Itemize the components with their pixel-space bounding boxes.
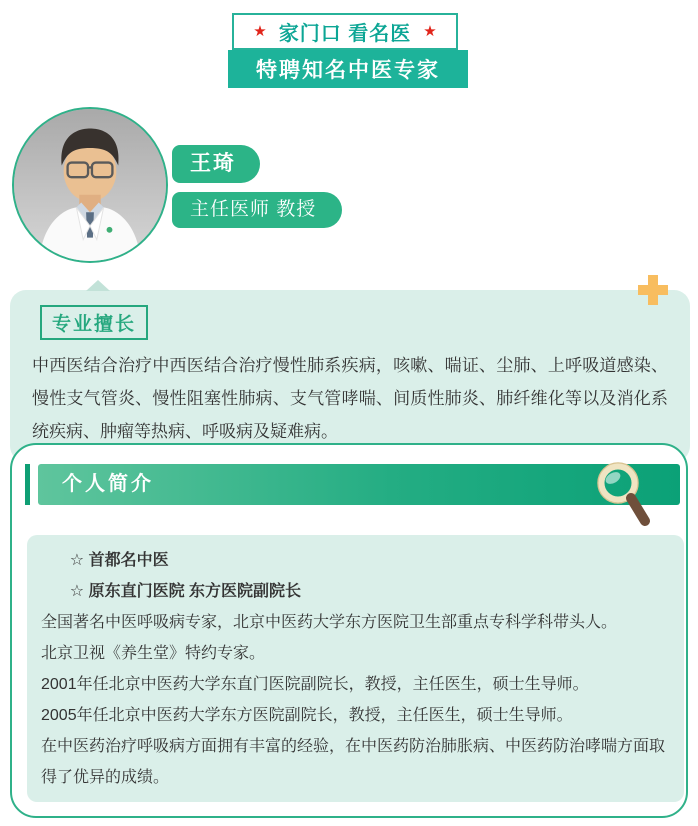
triangle-up-icon [86, 280, 110, 291]
doctor-name: 王琦 [172, 145, 260, 183]
header-ribbon [232, 13, 458, 50]
doctor-title: 主任医师 教授 [172, 192, 342, 228]
profile-card [10, 443, 688, 818]
profile-heading: 个人简介 [62, 473, 154, 495]
bio-paragraph: 在中医药治疗呼吸病方面拥有丰富的经验，在中医药防治肺胀病、中医药防治哮喘方面取得了优异的成绩。 [41, 738, 666, 786]
star-icon-right: ★ [423, 23, 437, 40]
bio-paragraph: 2005年任北京中医药大学东方医院副院长，教授，主任医生，硕士生导师。 [41, 707, 573, 724]
plus-icon [638, 275, 668, 305]
specialty-section [10, 290, 690, 462]
specialty-text: 中西医结合治疗中西医结合治疗慢性肺系疾病，咳嗽、喘证、尘肺、上呼吸道感染、慢性支气管炎、慢性阻塞性肺病、支气管哮喘、间质性肺炎、肺纤维化等以及消化系统疾病、肿瘤等热病、呼吸病及疑难病。 [32, 356, 668, 441]
bio-highlight: ☆ 首都名中医 [69, 552, 169, 569]
profile-heading-bar [38, 464, 680, 505]
bio-paragraph: 全国著名中医呼吸病专家，北京中医药大学东方医院卫生部重点专科学科带头人。 [41, 614, 618, 631]
bio-paragraph: 2001年任北京中医药大学东直门医院副院长，教授，主任医生，硕士生导师。 [41, 676, 589, 693]
bio-highlight: ☆ 原东直门医院 东方医院副院长 [69, 583, 302, 600]
specialty-label: 专业擅长 [40, 305, 148, 340]
accent-bar [25, 464, 30, 505]
profile-bio [27, 535, 684, 802]
doctor-photo [12, 107, 168, 263]
bio-paragraph: 北京卫视《养生堂》特约专家。 [41, 645, 266, 662]
magnifier-icon [588, 455, 660, 541]
header-banner: 特聘知名中医专家 [228, 50, 468, 88]
star-icon-left: ★ [253, 23, 267, 40]
doctor-photo-illustration [14, 109, 166, 261]
ribbon-title: 家门口 看名医 [278, 23, 412, 45]
